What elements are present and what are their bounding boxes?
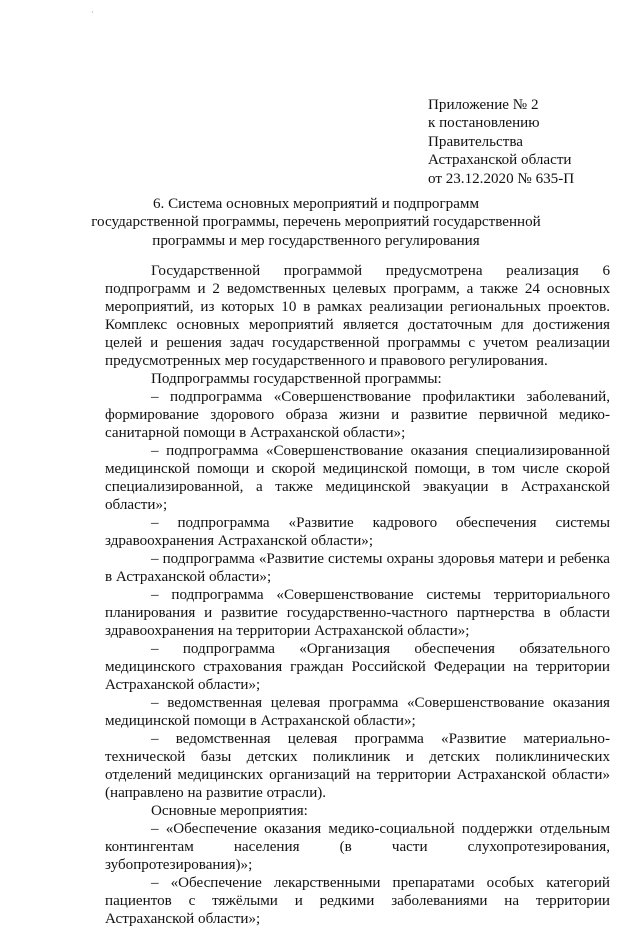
section-title-line: 6. Система основных мероприятий и подпрограмм [152,196,479,212]
main-activities-heading: Основные мероприятия: [151,803,308,819]
list-item: – ведомственная целевая программа «Развитие материально-технической базы детских поликлиник и детских поликлинических отделений медицинских организаций на территории Астраханской области» (направлено на развитие отрасли). [105,731,610,801]
list-item: – ведомственная целевая программа «Совершенствование оказания медицинской помощи в Астраханской области»; [105,695,610,729]
list-item: – подпрограмма «Развитие кадрового обеспечения системы здравоохранения Астраханской области»; [105,515,610,549]
list-item: – «Обеспечение лекарственными препаратами особых категорий пациентов с тяжёлыми и редкими заболеваниями на территории Астраханской области»; [105,875,610,927]
subprograms-heading: Подпрограммы государственной программы: [151,371,442,387]
section-title-line: программы и мер государственного регулирования [152,232,480,249]
list-item: – «Обеспечение оказания медико-социальной поддержки отдельным контингентам населения (в части слухопротезирования, зубопротезирования)»; [105,821,610,873]
document-body [105,262,610,928]
appendix-line: Приложение № 2 [428,97,539,113]
list-item: – подпрограмма «Совершенствование оказания специализированной медицинской помощи и скорой медицинской помощи, в том числе скорой специализированной, а также медицинской эвакуации в Астраханской области»; [105,443,610,513]
list-item: – подпрограмма «Развитие системы охраны здоровья матери и ребенка в Астраханской области»; [105,551,610,585]
section-title [90,195,542,250]
list-item: – подпрограмма «Совершенствование системы территориального планирования и развитие государственно-частного партнерства в области здравоохранения на территории Астраханской области»; [105,587,610,639]
scan-mark: · [91,8,94,17]
appendix-line: к постановлению [428,115,540,132]
appendix-line: от 23.12.2020 № 635-П [428,170,575,187]
appendix-block [428,96,628,188]
list-item: – подпрограмма «Организация обеспечения обязательного медицинского страхования граждан Российской Федерации на территории Астраханской области»; [105,641,610,693]
list-item: – подпрограмма «Совершенствование профилактики заболеваний, формирование здорового образа жизни и развитие первичной медико-санитарной помощи в Астраханской области»; [105,389,610,441]
intro-paragraph: Государственной программой предусмотрена реализация 6 подпрограмм и 2 ведомственных целевых программ, а также 24 основных мероприятий, из которых 10 в рамках реализации региональных проектов. Комплекс основных мероприятий является достаточным для достижения целей и решения задач государственной программы с учетом реализации предусмотренных мер государственного и правового регулирования. [105,263,610,369]
appendix-line: Астраханской области [428,152,572,169]
section-title-line: государственной программы, перечень мероприятий государственной [91,214,541,231]
appendix-line: Правительства [428,133,523,150]
